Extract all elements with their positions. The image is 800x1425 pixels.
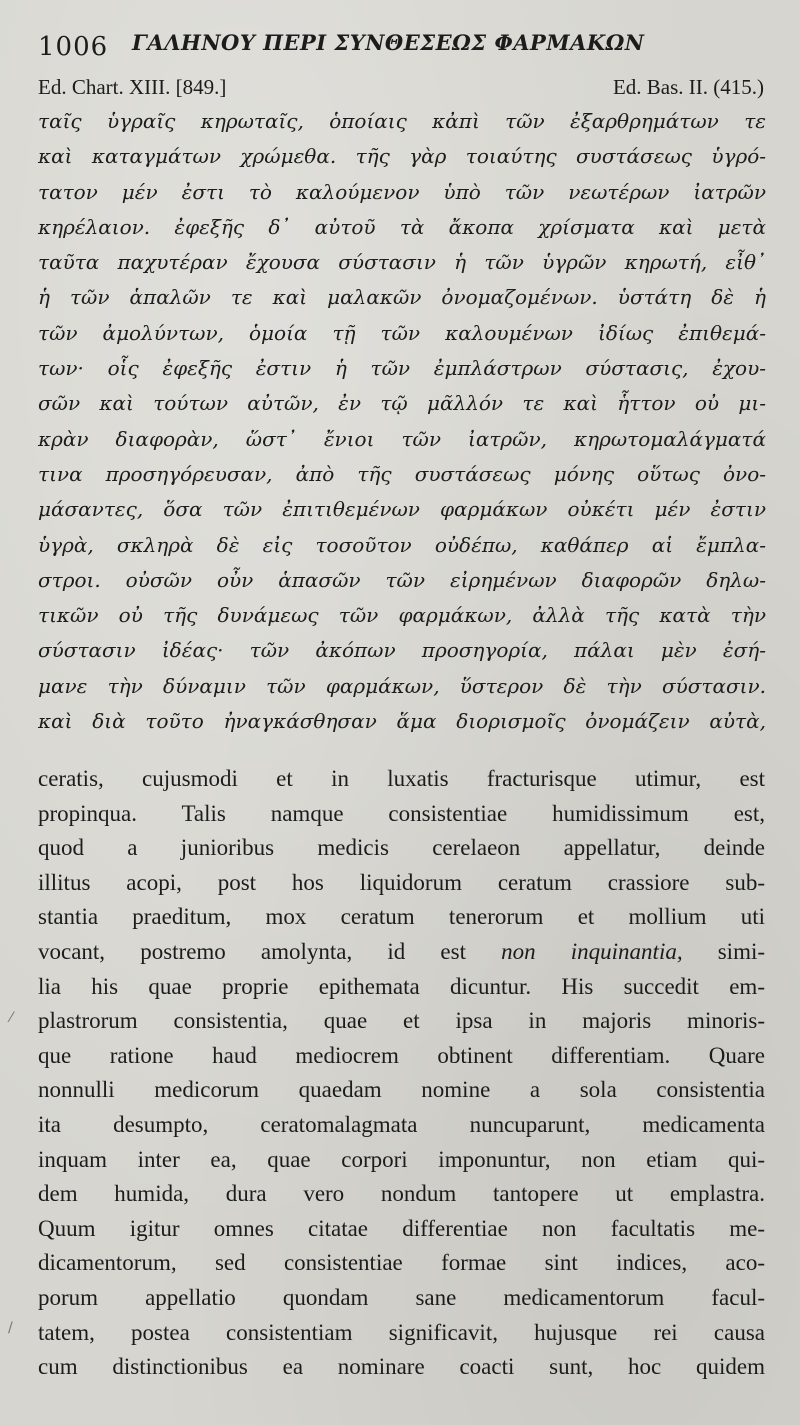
greek-line: καὶ καταγμάτων χρώμεθα. τῆς γὰρ τοιαύτης συστάσεως ὑγρό- bbox=[38, 144, 766, 169]
edition-reference-line bbox=[38, 75, 764, 101]
greek-line: σῶν καὶ τούτων αὐτῶν, ἐν τῷ μᾶλλόν τε καὶ ἧττον οὐ μι- bbox=[38, 391, 766, 416]
latin-line: stantia praeditum, mox ceratum tenerorum et mollium uti bbox=[38, 904, 765, 930]
greek-line: τῶν ἀμολύντων, ὁμοία τῇ τῶν καλουμένων ἰδίως ἐπιθεμά- bbox=[38, 320, 766, 345]
latin-line: cum distinctionibus ea nominare coacti sunt, hoc quidem bbox=[38, 1354, 765, 1380]
latin-line: lia his quae proprie epithemata dicuntur. His succedit em- bbox=[38, 973, 765, 999]
greek-line: καὶ διὰ τοῦτο ἠναγκάσθησαν ἅμα διορισμοῖς ὀνομάζειν αὐτὰ, bbox=[38, 709, 766, 734]
latin-line: nonnulli medicorum quaedam nomine a sola consistentia bbox=[38, 1077, 765, 1103]
latin-line: ita desumpto, ceratomalagmata nuncuparunt, medicamenta bbox=[38, 1111, 765, 1137]
running-title: ΓΑΛΗΝΟΥ ΠΕΡΙ ΣΥΝΘΕΣΕΩΣ ΦΑΡΜΑΚΩΝ bbox=[132, 30, 645, 55]
latin-line: plastrorum consistentia, quae et ipsa in majoris minoris- bbox=[38, 1008, 765, 1034]
latin-line: que ratione haud mediocrem obtinent differentiam. Quare bbox=[38, 1042, 765, 1068]
greek-line: των· οἷς ἐφεξῆς ἐστιν ἡ τῶν ἐμπλάστρων σύστασις, ἐχου- bbox=[38, 356, 766, 381]
greek-line: ταῖς ὑγραῖς κηρωταῖς, ὁποίαις κἀπὶ τῶν ἐξαρθρημάτων τε bbox=[38, 109, 766, 133]
greek-line: τικῶν οὐ τῆς δυνάμεως τῶν φαρμάκων, ἀλλὰ τῆς κατὰ τὴν bbox=[38, 603, 766, 628]
greek-line: κηρέλαιον. ἐφεξῆς δ᾿ αὐτοῦ τὰ ἄκοπα χρίσματα καὶ μετὰ bbox=[38, 214, 766, 239]
italic-gloss: non inquinantia, bbox=[501, 938, 683, 964]
margin-tick-mark: ⁄ bbox=[10, 1010, 13, 1026]
greek-line: ὑγρὰ, σκληρὰ δὲ εἰς τοσοῦτον οὐδέπω, καθάπερ αἱ ἔμπλα- bbox=[38, 532, 766, 557]
greek-line: κρὰν διαφορὰν, ὥστ᾿ ἔνιοι τῶν ἰατρῶν, κηρωτομαλάγματά bbox=[38, 426, 766, 451]
latin-line: ceratis, cujusmodi et in luxatis fracturisque utimur, est bbox=[38, 766, 765, 791]
greek-line: μανε τὴν δύναμιν τῶν φαρμάκων, ὕστερον δὲ τὴν σύστασιν. bbox=[38, 673, 766, 698]
latin-line: Quum igitur omnes citatae differentiae non facultatis me- bbox=[38, 1215, 765, 1241]
latin-line: quod a junioribus medicis cerelaeon appellatur, deinde bbox=[38, 835, 765, 861]
page-number: 1006 bbox=[38, 32, 109, 62]
greek-line: τινα προσηγόρευσαν, ἀπὸ τῆς συστάσεως μόνης οὕτως ὀνο- bbox=[38, 461, 766, 486]
margin-tick-mark: / bbox=[8, 1320, 13, 1336]
greek-line: ταῦτα παχυτέραν ἔχουσα σύστασιν ἡ τῶν ὑγρῶν κηρωτή, εἶθ᾿ bbox=[38, 250, 766, 275]
latin-line-with-italic bbox=[38, 935, 765, 970]
latin-line: porum appellatio quondam sane medicamentorum facul- bbox=[38, 1284, 765, 1310]
latin-line: dem humida, dura vero nondum tantopere ut emplastra. bbox=[38, 1181, 765, 1207]
edition-basel-ref: Ed. Bas. II. (415.) bbox=[612, 75, 764, 99]
latin-line-end: simi- bbox=[717, 938, 766, 964]
latin-line: tatem, postea consistentiam significavit, hujusque rei causa bbox=[38, 1319, 765, 1345]
edition-chartier-ref: Ed. Chart. XIII. [849.] bbox=[38, 75, 227, 99]
greek-line: μάσαντες, ὅσα τῶν ἐπιτιθεμένων φαρμάκων οὐκέτι μέν ἐστιν bbox=[38, 497, 766, 522]
greek-line: τατον μέν ἐστι τὸ καλούμενον ὑπὸ τῶν νεωτέρων ἰατρῶν bbox=[38, 179, 766, 204]
greek-text-block bbox=[38, 104, 766, 739]
page-header bbox=[38, 30, 758, 66]
greek-line: ἡ τῶν ἁπαλῶν τε καὶ μαλακῶν ὀνομαζομένων. ὑστάτη δὲ ἡ bbox=[38, 285, 766, 310]
greek-line: σύστασιν ἰδέας· τῶν ἀκόπων προσηγορία, πάλαι μὲν ἐσή- bbox=[38, 638, 766, 663]
latin-text-block bbox=[38, 762, 765, 1385]
latin-line-start: vocant, postremo amolynta, id est bbox=[38, 938, 466, 964]
greek-line: στροι. οὐσῶν οὖν ἁπασῶν τῶν εἰρημένων διαφορῶν δηλω- bbox=[38, 567, 766, 592]
latin-line: illitus acopi, post hos liquidorum ceratum crassiore sub- bbox=[38, 869, 765, 895]
latin-line: propinqua. Talis namque consistentiae humidissimum est, bbox=[38, 800, 765, 826]
latin-line: inquam inter ea, quae corpori imponuntur, non etiam qui- bbox=[38, 1146, 765, 1172]
latin-line: dicamentorum, sed consistentiae formae sint indices, aco- bbox=[38, 1250, 765, 1276]
